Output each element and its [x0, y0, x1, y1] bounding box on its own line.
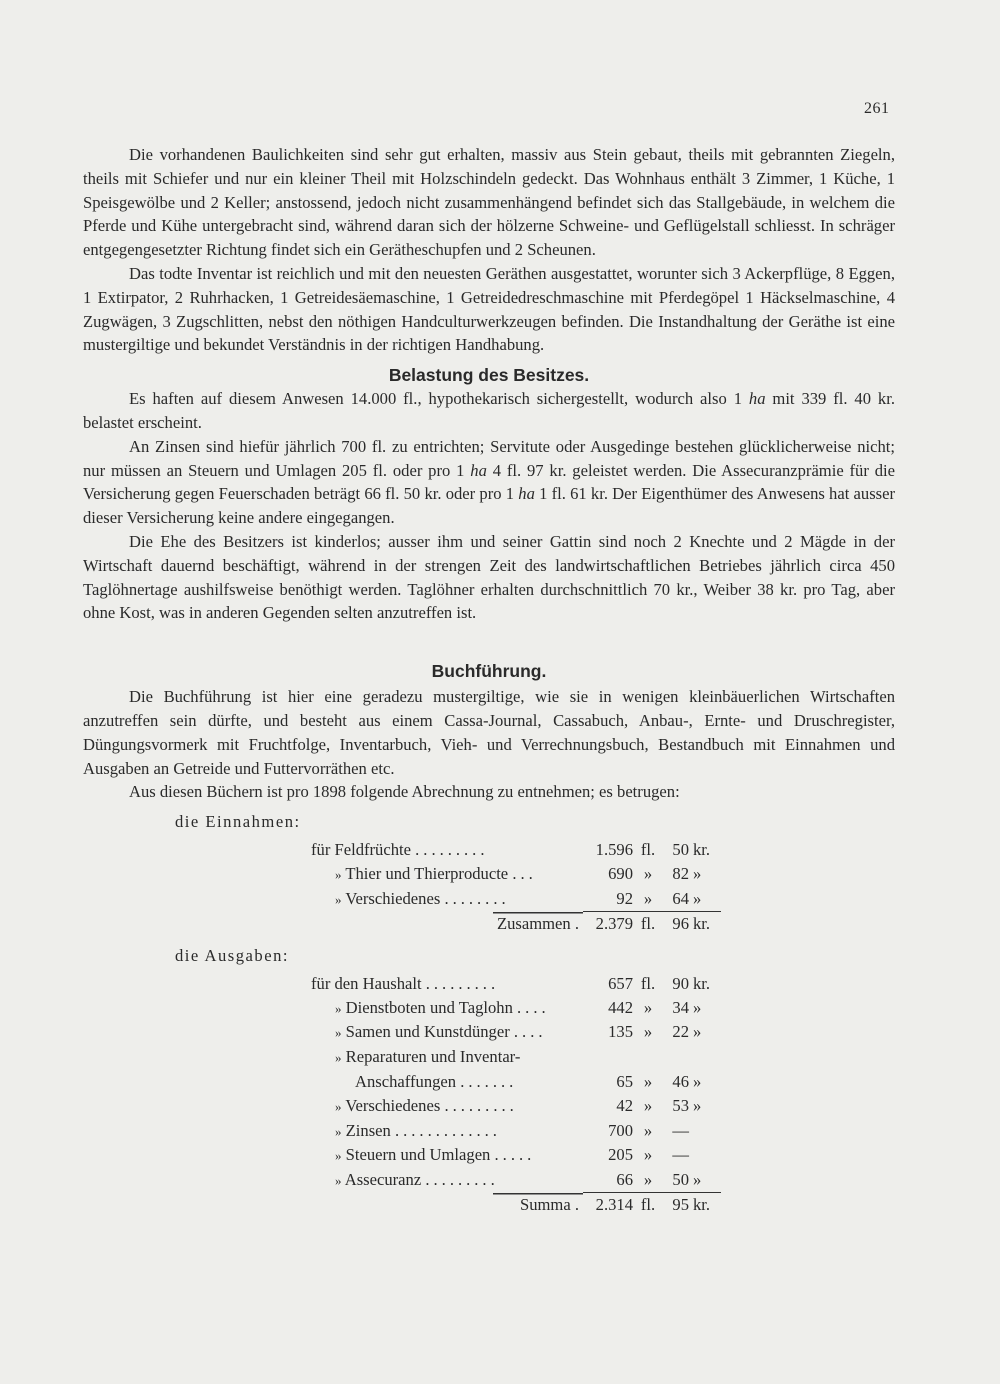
amount-kr: —	[672, 1145, 689, 1165]
paragraph-ehe: Die Ehe des Besitzers ist kinderlos; ausser ihm und seiner Gattin sind noch 2 Knechte und 2 Mägde in der Wirtschaft dauernd beschäftigt, während in der strengen Zeit des landwirtschaftlichen Betriebes jährlich circa 450 Taglöhnertage aushilfsweise benöthigt werden. Taglöhner erhalten durchschnittlich 70 kr., Weiber 38 kr. pro Tag, aber ohne Kost, was in anderen Gegenden selten anzutreffen ist.	[83, 531, 895, 623]
ledger-row	[311, 1020, 721, 1045]
unit-kr: »	[693, 863, 702, 883]
item-label: für den Haushalt	[311, 973, 422, 993]
unit-fl: »	[643, 1170, 653, 1190]
ledger-row	[311, 1045, 721, 1070]
total-kr: 95	[663, 1193, 689, 1217]
item-label: Verschiedenes	[345, 1095, 441, 1115]
ledger-row	[311, 838, 721, 862]
unit-kr: »	[693, 888, 702, 908]
amount-kr: 82	[672, 863, 689, 883]
leader-dots: .........	[425, 973, 500, 993]
text-run: Es haften auf diesem Anwesen 14.000 fl., hypothekarisch sichergestellt, wodurch also 1	[129, 389, 749, 409]
item-label: Assecuranz	[344, 1170, 422, 1190]
amount-fl	[583, 1045, 633, 1070]
amount-kr: 50	[672, 840, 689, 860]
total-fl: 2.379	[583, 912, 633, 936]
ditto-mark: »	[335, 1050, 342, 1066]
ledger-label	[311, 887, 583, 912]
ledger-label	[311, 996, 583, 1021]
amount-kr: 46	[672, 1072, 689, 1091]
ditto-mark: »	[335, 891, 342, 907]
total-label: Zusammen	[496, 913, 571, 933]
ledger-row	[311, 862, 721, 887]
unit-kr: »	[693, 1072, 702, 1091]
ledger-row	[311, 1119, 721, 1144]
unit-ha: ha	[470, 460, 487, 480]
amount-fl: 205	[608, 1145, 633, 1165]
amount-fl: 1.596	[595, 840, 633, 860]
unit-fl: »	[643, 1072, 653, 1091]
amount-kr: 64	[672, 888, 689, 908]
heading-belastung: Belastung des Besitzes.	[388, 365, 590, 386]
item-label: Verschiedenes	[345, 888, 441, 908]
total-row: Summa . 2.314 fl. 95 kr.	[311, 1193, 721, 1217]
unit-fl: »	[643, 1095, 653, 1115]
leader-dots: ....	[517, 997, 550, 1017]
unit-kr: kr.	[693, 973, 711, 993]
unit-ha: ha	[748, 389, 766, 409]
leader-dots: .........	[415, 840, 489, 860]
paragraph-buchfuehrung: Die Buchführung ist hier eine geradezu mustergiltige, wie sie in wenigen kleinbäuerlichen Wirtschaften anzutreffen sein dürfte, und besteht aus einem Cassa-Journal, Cassabuch, Anbau-, Ernte- und Druschregister, Düngungsvormerk mit Fruchtfolge, Inventarbuch, Vieh- und Verrechnungsbuch, Bestandbuch mit Einnahmen und Ausgaben an Getreide und Futtervorräthen etc.	[83, 687, 895, 778]
item-label: Dienstboten und Taglohn	[345, 997, 513, 1017]
ledger-label	[311, 1070, 583, 1094]
page-number: 261	[864, 100, 890, 117]
ledger-label	[311, 838, 583, 862]
unit-kr: »	[693, 1170, 702, 1190]
ditto-mark: »	[335, 1098, 342, 1114]
ledger-label	[311, 1045, 583, 1070]
unit-kr	[689, 1119, 721, 1144]
total-fl-unit: fl.	[633, 1193, 663, 1217]
unit-fl: »	[643, 1120, 653, 1140]
ledger-row	[311, 1143, 721, 1168]
amount-kr: 34	[672, 997, 689, 1017]
amount-fl: 690	[608, 863, 633, 883]
total-fl-unit: fl.	[633, 912, 663, 936]
unit-kr: kr.	[693, 840, 711, 860]
item-label: Thier und Thierproducte	[345, 863, 509, 883]
amount-fl: 700	[608, 1120, 633, 1140]
ditto-mark: »	[335, 1148, 342, 1164]
unit-fl: fl.	[640, 840, 656, 860]
leader-dots: .............	[394, 1120, 501, 1140]
leader-dots: ....	[513, 1022, 547, 1042]
paragraph-hypothek	[83, 387, 895, 435]
amount-fl: 42	[616, 1095, 633, 1115]
unit-kr	[689, 1143, 721, 1168]
ledger-row	[311, 972, 721, 996]
ledger-row	[311, 887, 721, 912]
unit-kr	[689, 1045, 721, 1070]
paragraph-inventar: Das todte Inventar ist reichlich und mit den neuesten Geräthen ausgestattet, worunter sich 3 Ackerpflüge, 8 Eggen, 1 Extirpator, 2 Ruhrhacken, 1 Getreidesäemaschine, 1 Getreidedreschmaschine mit Pferdegöpel 1 Häckselmaschine, 4 Zugwägen, 3 Zugschlitten, nebst den nöthigen Handculturwerkzeugen befinden. Die Instandhaltung der Geräthe ist eine mustergiltige und bekundet Verständnis in der richtigen Handhabung.	[83, 263, 895, 355]
unit-kr: »	[693, 997, 702, 1017]
text-run: 1 fl. 61 kr. Der Eigenthümer des Anwesens hat ausser dieser Versicherung keine andere eingegangen.	[83, 484, 895, 528]
ledger-label	[311, 972, 583, 996]
unit-fl	[633, 1045, 663, 1070]
ledger-label	[311, 1168, 583, 1193]
item-label: Anschaffungen	[355, 1072, 457, 1091]
amount-fl: 65	[616, 1072, 633, 1091]
paragraph-abrechnung: Aus diesen Büchern ist pro 1898 folgende Abrechnung zu entnehmen; es betrugen:	[129, 782, 680, 802]
einnahmen-heading: die Einnahmen:	[175, 812, 301, 832]
unit-fl: »	[643, 863, 653, 883]
leader-dots: .........	[444, 1095, 518, 1115]
item-label: Zinsen	[345, 1120, 391, 1140]
leader-dots: ........	[444, 888, 510, 908]
total-kr-unit: kr.	[689, 1193, 721, 1217]
einnahmen-table	[311, 838, 721, 936]
item-label: für Feldfrüchte	[311, 840, 411, 860]
amount-fl: 66	[616, 1170, 633, 1190]
ledger-row	[311, 996, 721, 1021]
total-kr: 96	[663, 912, 689, 936]
unit-fl: »	[643, 888, 653, 908]
unit-fl: »	[643, 1022, 653, 1042]
item-label: Reparaturen und Inventar-	[345, 1047, 521, 1067]
ausgaben-heading: die Ausgaben:	[175, 945, 289, 965]
total-row: Zusammen . 2.379 fl. 96 kr.	[311, 912, 721, 936]
amount-fl: 657	[608, 973, 633, 993]
ledger-label	[311, 1143, 583, 1168]
ledger-row	[311, 1168, 721, 1193]
leader-dots: .........	[425, 1170, 499, 1190]
leader-dots: .....	[494, 1145, 536, 1165]
ledger-label	[311, 1020, 583, 1045]
heading-buchfuehrung: Buchführung.	[431, 661, 547, 682]
ledger-label	[311, 1094, 583, 1119]
body-text	[83, 143, 895, 1217]
amount-kr: 22	[672, 1022, 689, 1042]
ditto-mark: »	[335, 1000, 342, 1016]
paragraph-zinsen	[83, 435, 895, 530]
ditto-mark: »	[335, 866, 342, 882]
text-run: 4 fl. 97 kr. geleistet werden. Die Assecuranzprämie für die Versicherung gegen Feuerschaden beträgt 66 fl. 50 kr. oder pro 1	[83, 460, 895, 504]
unit-kr: »	[693, 1095, 702, 1115]
unit-ha: ha	[518, 484, 535, 504]
ledger-label	[311, 862, 583, 887]
total-label: Summa	[519, 1194, 571, 1214]
total-kr-unit: kr.	[689, 912, 721, 936]
ausgaben-table	[311, 972, 721, 1217]
amount-kr: 53	[672, 1095, 689, 1115]
amount-fl: 442	[608, 997, 633, 1017]
text-run: mit 339 fl. 40 kr. belastet erscheint.	[83, 389, 895, 432]
unit-fl: »	[643, 997, 653, 1017]
ledger-row	[311, 1070, 721, 1094]
ditto-mark: »	[335, 1123, 342, 1139]
ledger	[83, 810, 895, 1217]
item-label: Steuern und Umlagen	[345, 1145, 491, 1165]
leader-dots: ...	[512, 863, 537, 883]
amount-fl: 92	[616, 888, 633, 908]
unit-kr: »	[693, 1022, 702, 1042]
leader-dots: .......	[460, 1072, 518, 1091]
text-run: An Zinsen sind hiefür jährlich 700 fl. zu entrichten; Servitute oder Ausgedinge bestehen glücklicherweise nicht; nur müssen an Steuern und Umlagen 205 fl. oder pro 1	[83, 436, 895, 480]
amount-kr: 50	[672, 1170, 689, 1190]
total-fl: 2.314	[583, 1193, 633, 1217]
amount-kr: —	[672, 1120, 689, 1140]
amount-kr: 90	[672, 973, 689, 993]
ditto-mark: »	[335, 1025, 342, 1041]
ledger-label	[311, 1119, 583, 1144]
ditto-mark: »	[335, 1173, 342, 1189]
unit-fl: fl.	[640, 973, 656, 993]
paragraph-baulichkeiten: Die vorhandenen Baulichkeiten sind sehr gut erhalten, massiv aus Stein gebaut, theils mit gebrannten Ziegeln, theils mit Schiefer und nur ein kleiner Theil mit Holzschindeln gedeckt. Das Wohnhaus enthält 3 Zimmer, 1 Küche, 1 Speisgewölbe und 2 Keller; anstossend, jedoch nicht zusammenhängend befindet sich das Stallgebäude, in welchem die Pferde und Kühe untergebracht sind, während daran sich der hölzerne Schweine- und Geflügelstall schliesst. In schräger entgegengesetzter Richtung findet sich ein Gerätheschupfen und 2 Scheunen.	[83, 145, 895, 260]
amount-kr	[663, 1045, 689, 1070]
amount-fl: 135	[608, 1022, 633, 1042]
ledger-row	[311, 1094, 721, 1119]
item-label: Samen und Kunstdünger	[345, 1022, 510, 1042]
unit-fl: »	[643, 1145, 653, 1165]
